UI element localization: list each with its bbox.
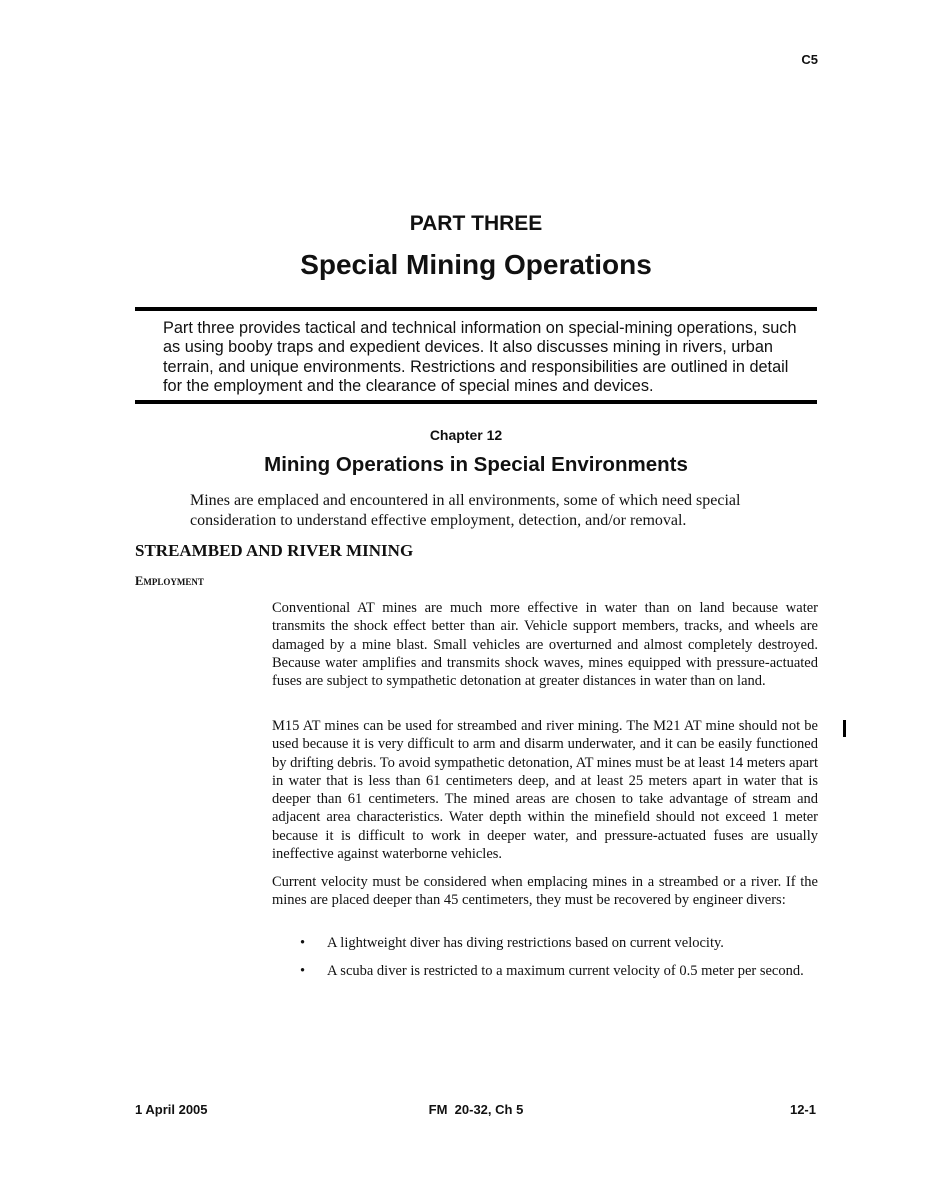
bullet-item <box>300 934 818 952</box>
paragraph: M15 AT mines can be used for streambed and river mining. The M21 AT mine should not be used because it is very difficult to arm and disarm underwater, and it can be easily functioned by drifting debris. To avoid sympathetic detonation, AT mines must be at least 14 meters apart in water that is less than 61 centimeters deep, and at least 25 meters apart in water that is deeper than 61 centimeters. The mined areas are chosen to take advantage of stream and adjacent area characteristics. Water depth within the minefield should not exceed 1 meter because it is difficult to work in deeper water, and pressure-actuated fuses are usually ineffective against waterborne vehicles. <box>272 718 818 863</box>
chapter-intro: Mines are emplaced and encountered in all environments, some of which need special consideration to understand effective employment, detection, and/or removal. <box>190 492 741 529</box>
bullet-item <box>300 962 818 980</box>
bullet-icon: • <box>300 935 306 951</box>
part-intro: Part three provides tactical and technical information on special-mining operations, such as using booby traps and expedient devices. It also discusses mining in rivers, urban terrain, and unique environments. Restrictions and responsibilities are outlined in detail for the employment and the clearance of special mines and devices. <box>163 319 797 395</box>
paragraph: Current velocity must be considered when emplacing mines in a streambed or a river. If the mines are placed deeper than 45 centimeters, they must be recovered by engineer divers: <box>272 874 818 909</box>
paragraph: Conventional AT mines are much more effective in water than on land because water transmits the shock effect better than air. Vehicle support members, tracks, and wheels are damaged by a mine blast. Small vehicles are overturned and almost completely destroyed. Because water amplifies and transmits shock waves, mines equipped with pressure-actuated fuses are subject to sympathetic detonation at greater distances in water than on land. <box>272 600 818 690</box>
footer-manual: FM 20-32, Ch 5 <box>428 1102 524 1117</box>
bullet-icon: • <box>300 963 306 979</box>
part-label: PART THREE <box>409 212 543 235</box>
chapter-title: Mining Operations in Special Environments <box>264 453 688 476</box>
footer-date: 1 April 2005 <box>135 1102 208 1117</box>
footer-page-number: 12-1 <box>789 1102 816 1117</box>
subsection-heading: Employment <box>135 574 204 588</box>
part-title: Special Mining Operations <box>300 249 652 280</box>
section-heading: STREAMBED AND RIVER MINING <box>135 541 414 560</box>
bullet-text: A lightweight diver has diving restrictions based on current velocity. <box>327 935 724 951</box>
bullet-text: A scuba diver is restricted to a maximum current velocity of 0.5 meter per second. <box>327 963 804 979</box>
change-bar <box>843 720 846 737</box>
top-rule <box>135 307 817 311</box>
change-code: C5 <box>801 52 818 67</box>
chapter-label: Chapter 12 <box>429 427 503 443</box>
bottom-rule <box>135 400 817 404</box>
